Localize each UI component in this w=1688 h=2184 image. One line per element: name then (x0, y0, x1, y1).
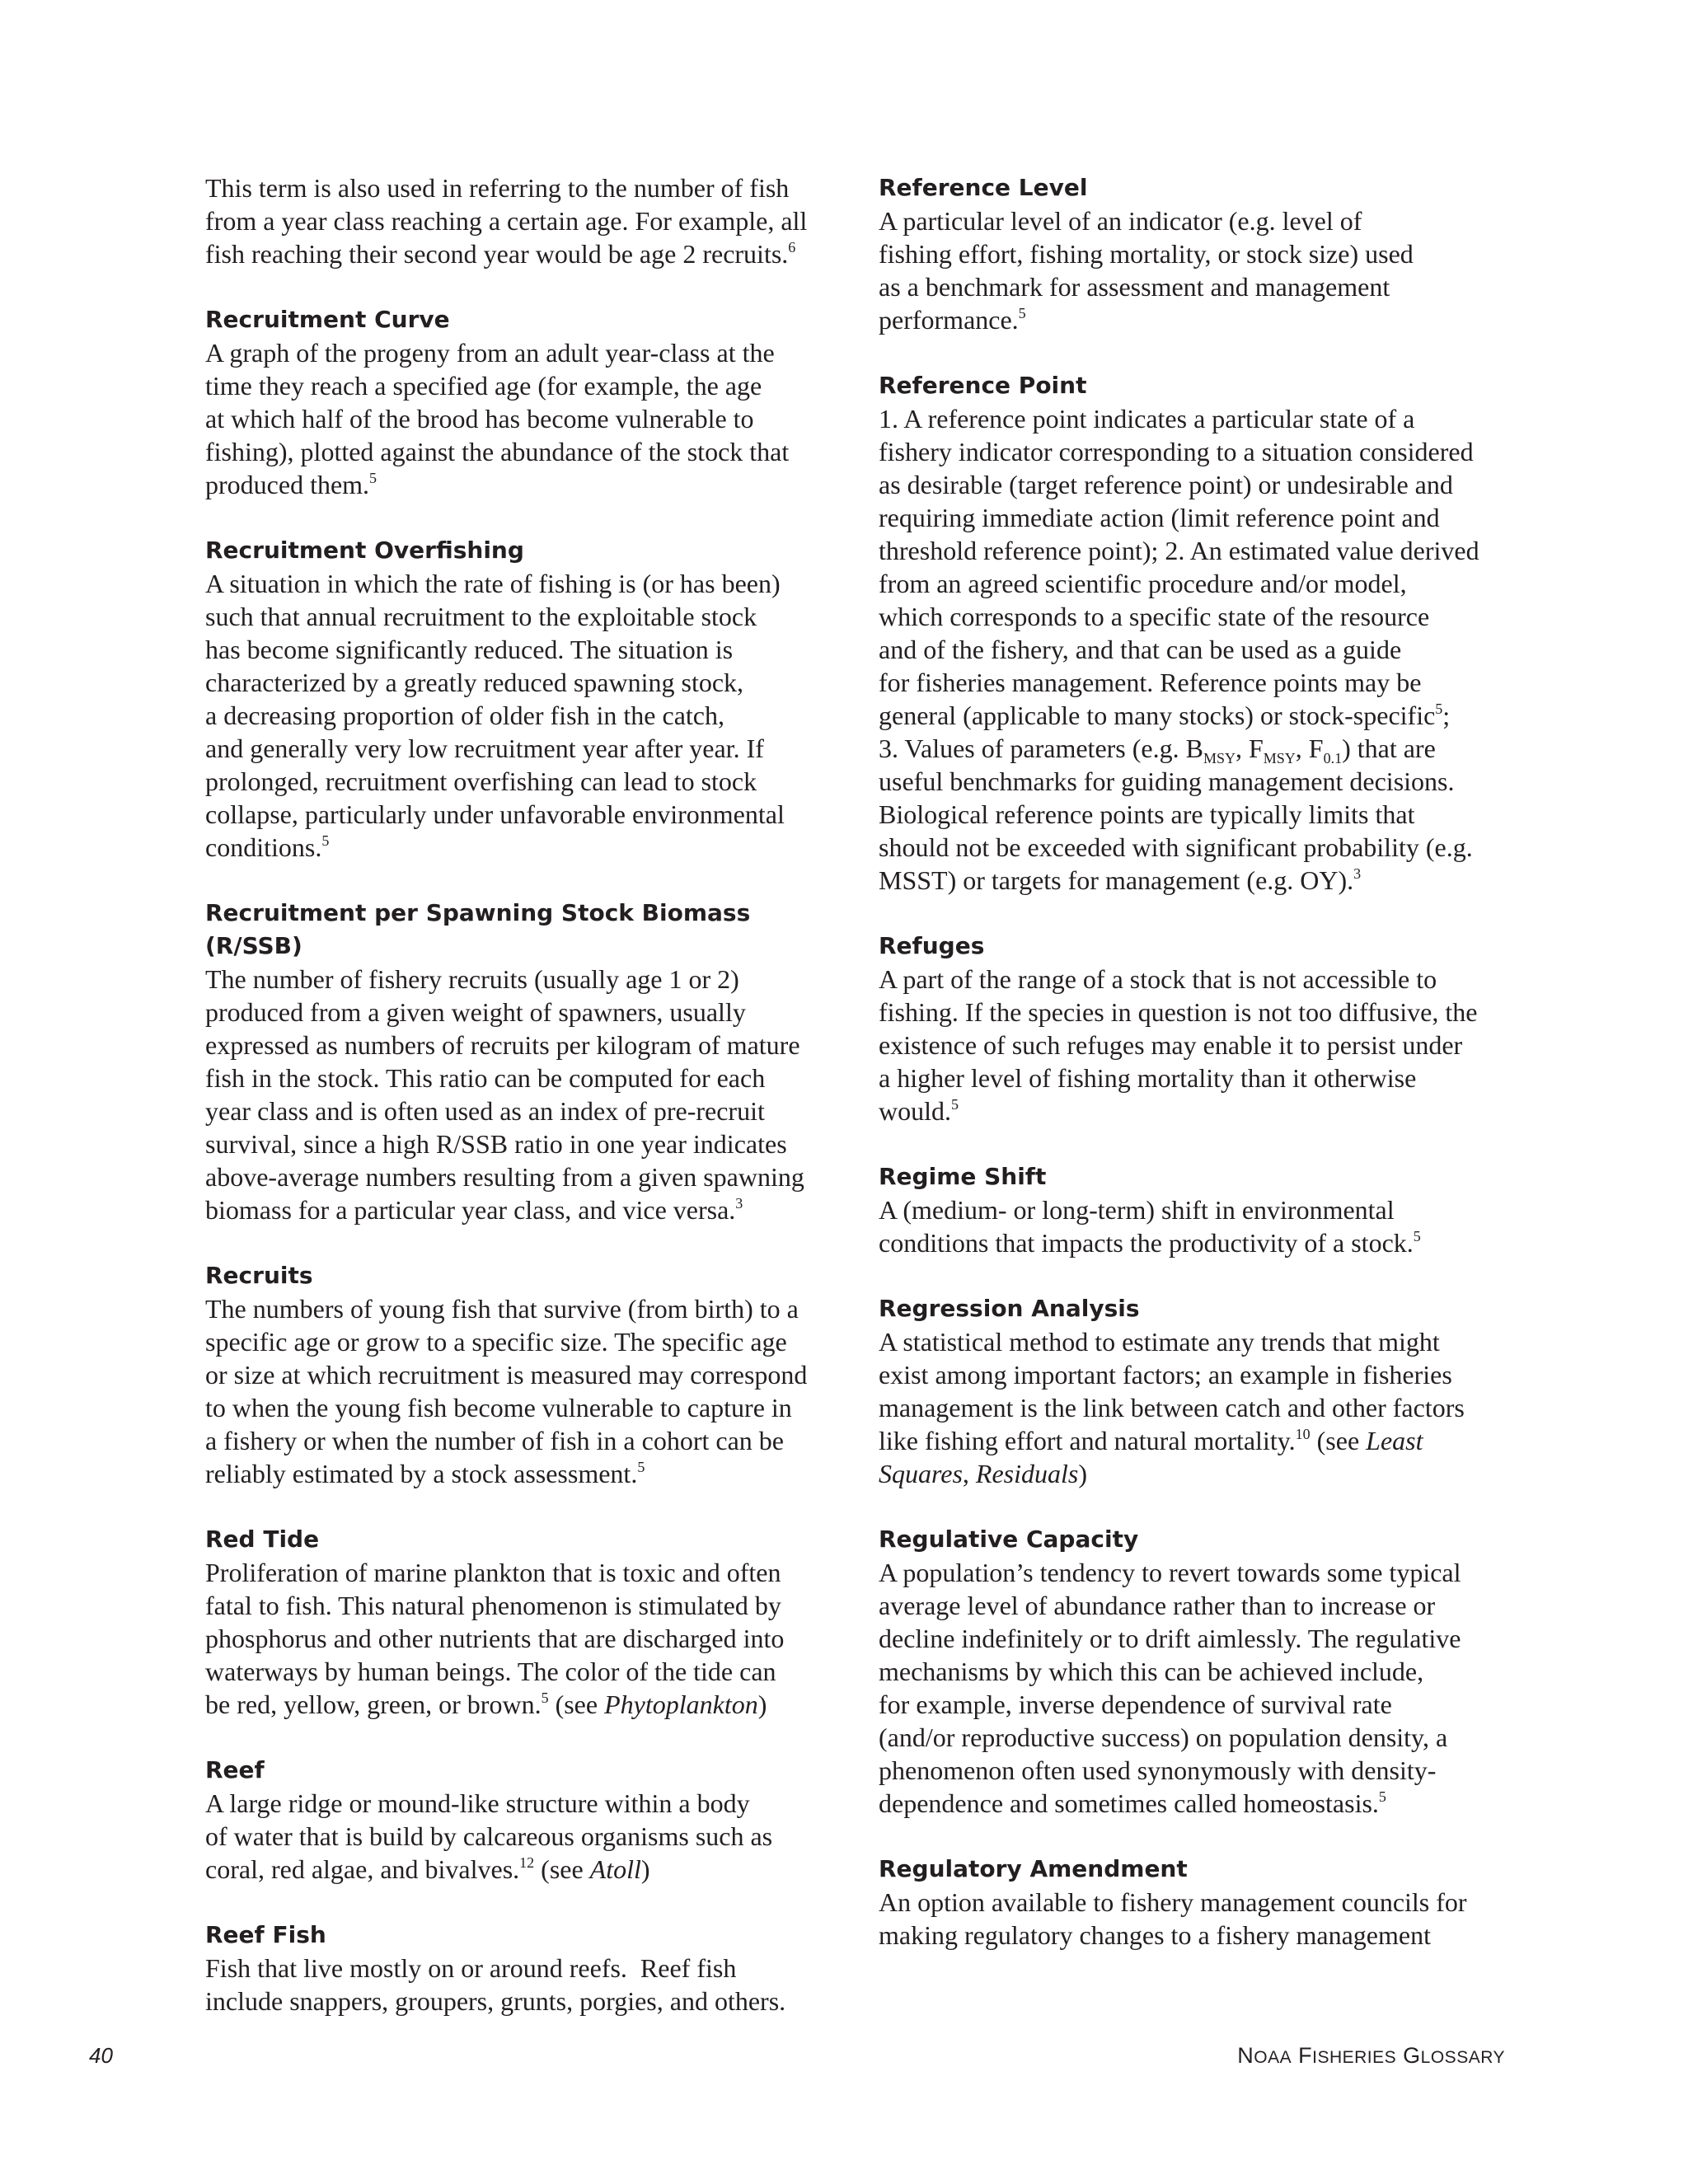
text-line: characterized by a greatly reduced spawning stock, (205, 668, 744, 697)
text-line (879, 1226, 1505, 1259)
entry-recruitment-per-ssb (205, 897, 832, 1226)
definition (879, 963, 1505, 1127)
definition (205, 1556, 832, 1721)
text-line: from an agreed scientific procedure and/or model, (879, 569, 1407, 598)
see-suffix: ) (757, 1690, 767, 1719)
entry-reference-level (879, 171, 1505, 336)
term-heading: Regime Shift (879, 1163, 1047, 1190)
text-line: expressed as numbers of recruits per kilogram of mature (205, 1030, 800, 1060)
footer-title-part: OAA (1254, 2048, 1292, 2067)
entry-reef (205, 1754, 832, 1886)
text-line: A (medium- or long-term) shift in environmental (879, 1195, 1395, 1225)
footnote-ref: 10 (1295, 1426, 1311, 1442)
text-line: useful benchmarks for guiding management decisions. (879, 766, 1455, 796)
text-line-text: conditions that impacts the productivity of a stock. (879, 1228, 1414, 1258)
text-line: fish in the stock. This ratio can be computed for each (205, 1063, 766, 1093)
text-line: as a benchmark for assessment and management (879, 272, 1390, 302)
definition (205, 963, 832, 1226)
text-line (879, 1094, 1505, 1127)
text-line-text: reliably estimated by a stock assessment. (205, 1459, 638, 1488)
text-line (205, 1457, 832, 1490)
term-heading: Recruitment Curve (205, 306, 450, 333)
see-also-term: Squares (879, 1459, 963, 1488)
text-line: of water that is build by calcareous organisms such as (205, 1821, 773, 1851)
text-line-text: like fishing effort and natural mortality. (879, 1426, 1296, 1455)
term-heading: Recruitment Overfishing (205, 537, 524, 564)
footnote-ref: 5 (951, 1096, 959, 1113)
footer-title-part: LOSSARY (1420, 2048, 1505, 2067)
subscript-01: 0.1 (1323, 750, 1343, 766)
entry-recruitment-curve (205, 303, 832, 501)
footnote-ref: 5 (1435, 701, 1443, 717)
text-line: A particular level of an indicator (e.g. level of (879, 206, 1362, 236)
definition (879, 1325, 1505, 1490)
text-line (205, 237, 832, 270)
text-line: management is the link between catch and other factors (879, 1393, 1465, 1422)
text-line-text: biomass for a particular year class, and vice versa. (205, 1195, 736, 1225)
footnote-ref: 6 (788, 239, 796, 255)
see-prefix: (see (1310, 1426, 1367, 1455)
definition (879, 1556, 1505, 1820)
text-line: waterways by human beings. The color of the tide can (205, 1657, 776, 1686)
footer-title-part: G (1396, 2043, 1421, 2068)
footnote-ref: 12 (519, 1854, 535, 1871)
text-line: Fish that live mostly on or around reefs. Reef fish (205, 1953, 737, 1983)
text-line: average level of abundance rather than to increase or (879, 1591, 1436, 1620)
footnote-ref: 5 (1413, 1228, 1421, 1244)
text-line-text: 3. Values of parameters (e.g. B (879, 733, 1203, 763)
footer-title-part: N (1237, 2043, 1254, 2068)
text-line (879, 303, 1505, 336)
text-line: A situation in which the rate of fishing is (or has been) (205, 569, 781, 598)
text-line: fatal to fish. This natural phenomenon is stimulated by (205, 1591, 781, 1620)
entry-recruits (205, 1259, 832, 1490)
text-line (205, 1853, 832, 1886)
text-line: 1. A reference point indicates a particular state of a (879, 404, 1415, 434)
text-line-text: would. (879, 1096, 951, 1126)
text-line: threshold reference point); 2. An estimated value derived (879, 536, 1479, 565)
see-prefix: (see (534, 1854, 590, 1884)
entry-recruit-continued (205, 171, 832, 270)
text-line: year class and is often used as an index of pre-recruit (205, 1096, 765, 1126)
punctuation: ; (1442, 701, 1451, 730)
text-line: and generally very low recruitment year after year. If (205, 733, 764, 763)
term-heading: Refuges (879, 932, 985, 959)
text-line: for fisheries management. Reference points may be (879, 668, 1422, 697)
text-line: time they reach a specified age (for example, the age (205, 371, 762, 401)
term-heading: Reef Fish (205, 1921, 326, 1948)
term-heading: Reef (205, 1756, 265, 1783)
text-line: making regulatory changes to a fishery management (879, 1920, 1431, 1950)
text-line (879, 1787, 1505, 1820)
page-number: 40 (89, 2043, 113, 2068)
text-line: existence of such refuges may enable it to persist under (879, 1030, 1463, 1060)
text-line: as desirable (target reference point) or undesirable and (879, 470, 1453, 499)
text-line-text: conditions. (205, 832, 322, 862)
entry-recruitment-overfishing (205, 534, 832, 864)
see-suffix: ) (640, 1854, 650, 1884)
footnote-ref: 5 (541, 1690, 549, 1706)
term-heading: Recruitment per Spawning Stock Biomass (R/SSB) (205, 899, 751, 959)
text-line: fishery indicator corresponding to a situation considered (879, 437, 1474, 466)
text-line: A part of the range of a stock that is not accessible to (879, 964, 1437, 994)
text-line: A large ridge or mound-like structure within a body (205, 1788, 750, 1818)
footer-title-part: F (1292, 2043, 1313, 2068)
definition (205, 1292, 832, 1490)
text-line: Biological reference points are typically limits that (879, 799, 1415, 829)
text-line: requiring immediate action (limit reference point and (879, 503, 1440, 532)
text-line: phenomenon often used synonymously with density- (879, 1755, 1437, 1785)
text-line: fishing), plotted against the abundance of the stock that (205, 437, 790, 466)
text-line: A population’s tendency to revert towards some typical (879, 1558, 1461, 1587)
text-line: and of the fishery, and that can be used as a guide (879, 635, 1402, 664)
text-line-text: fish reaching their second year would be age 2 recruits. (205, 239, 789, 269)
entry-regulatory-amendment (879, 1853, 1505, 1952)
text-line-text: MSST) or targets for management (e.g. OY). (879, 865, 1354, 895)
text-line: An option available to fishery management councils for (879, 1887, 1467, 1917)
definition (879, 204, 1505, 336)
see-also-term: Least (1366, 1426, 1423, 1455)
text-line: A graph of the progeny from an adult year-class at the (205, 338, 775, 368)
footnote-ref: 3 (1353, 865, 1362, 882)
see-prefix: (see (548, 1690, 605, 1719)
term-heading: Reference Point (879, 372, 1087, 399)
text-line (205, 831, 832, 864)
term-heading: Regulatory Amendment (879, 1855, 1188, 1882)
definition (879, 1886, 1505, 1952)
definition (205, 336, 832, 501)
see-suffix: ) (1078, 1459, 1088, 1488)
text-line (205, 1688, 832, 1721)
entry-regime-shift (879, 1160, 1505, 1259)
term-heading: Recruits (205, 1262, 313, 1289)
text-line: A statistical method to estimate any trends that might (879, 1327, 1440, 1357)
footer-title-part: ISHERIES (1312, 2048, 1397, 2067)
text-line: from a year class reaching a certain age. For example, all (205, 206, 808, 236)
definition (879, 1193, 1505, 1259)
text-line: fishing effort, fishing mortality, or stock size) used (879, 239, 1414, 269)
text-line: decline indefinitely or to drift aimlessly. The regulative (879, 1624, 1461, 1653)
footnote-ref: 5 (637, 1459, 645, 1475)
see-also-term: Atoll (589, 1854, 641, 1884)
text-line: The number of fishery recruits (usually age 1 or 2) (205, 964, 739, 994)
text-line: include snappers, groupers, grunts, porgies, and others. (205, 1986, 786, 2016)
footnote-ref: 3 (735, 1195, 743, 1212)
text-line (879, 1424, 1505, 1457)
text-line: a higher level of fishing mortality than it otherwise (879, 1063, 1417, 1093)
definition (205, 1952, 832, 2018)
footnote-ref: 5 (369, 470, 377, 486)
text-line (205, 468, 832, 501)
term-heading: Reference Level (879, 174, 1088, 201)
text-line: produced from a given weight of spawners, usually (205, 997, 746, 1027)
separator: , (962, 1459, 976, 1488)
entry-reference-point (879, 369, 1505, 897)
text-line: such that annual recruitment to the exploitable stock (205, 602, 757, 631)
entry-red-tide (205, 1523, 832, 1721)
text-line: (and/or reproductive success) on population density, a (879, 1722, 1448, 1752)
text-line: or size at which recruitment is measured may correspond (205, 1360, 808, 1390)
footnote-ref: 5 (321, 832, 330, 849)
subscript-msy: MSY (1203, 750, 1236, 766)
text-line: Proliferation of marine plankton that is toxic and often (205, 1558, 781, 1587)
entry-refuges (879, 930, 1505, 1127)
text-line: This term is also used in referring to the number of fish (205, 173, 790, 203)
text-line-text: ) that are (1342, 733, 1436, 763)
running-footer-title (1237, 2041, 1505, 2073)
term-heading: Regression Analysis (879, 1295, 1140, 1322)
text-line: prolonged, recruitment overfishing can lead to stock (205, 766, 757, 796)
text-line: a decreasing proportion of older fish in the catch, (205, 701, 724, 730)
text-line: The numbers of young fish that survive (from birth) to a (205, 1294, 799, 1324)
text-line: mechanisms by which this can be achieved include, (879, 1657, 1424, 1686)
footnote-ref: 5 (1378, 1788, 1386, 1805)
text-line: exist among important factors; an example in fisheries (879, 1360, 1452, 1390)
see-also-term: Residuals (975, 1459, 1079, 1488)
text-line: has become significantly reduced. The situation is (205, 635, 734, 664)
definition (205, 1787, 832, 1886)
term-heading: Regulative Capacity (879, 1526, 1139, 1553)
definition (205, 171, 832, 270)
text-line (879, 732, 1505, 765)
footnote-ref: 5 (1018, 305, 1026, 321)
right-column (879, 171, 1505, 1985)
text-line: to when the young fish become vulnerable to capture in (205, 1393, 792, 1422)
text-line: survival, since a high R/SSB ratio in one year indicates (205, 1129, 787, 1159)
left-column (205, 171, 832, 2050)
text-line-text: general (applicable to many stocks) or stock-specific (879, 701, 1436, 730)
text-line: above-average numbers resulting from a given spawning (205, 1162, 804, 1192)
text-line: at which half of the brood has become vulnerable to (205, 404, 754, 434)
text-line-text: , F (1235, 733, 1264, 763)
term-heading: Red Tide (205, 1526, 320, 1553)
text-line: should not be exceeded with significant probability (e.g. (879, 832, 1473, 862)
text-line: a fishery or when the number of fish in a cohort can be (205, 1426, 784, 1455)
text-line-text: produced them. (205, 470, 370, 499)
text-line: which corresponds to a specific state of the resource (879, 602, 1430, 631)
text-line-text: performance. (879, 305, 1019, 335)
text-line-text: , F (1295, 733, 1324, 763)
text-line: specific age or grow to a specific size. The specific age (205, 1327, 787, 1357)
text-line (879, 1457, 1505, 1490)
text-line (879, 864, 1505, 897)
text-line: phosphorus and other nutrients that are discharged into (205, 1624, 785, 1653)
text-line (879, 699, 1505, 732)
text-line-text: coral, red algae, and bivalves. (205, 1854, 520, 1884)
see-also-term: Phytoplankton (604, 1690, 758, 1719)
entry-regulative-capacity (879, 1523, 1505, 1820)
text-line (205, 1193, 832, 1226)
text-line-text: dependence and sometimes called homeostasis. (879, 1788, 1379, 1818)
definition (205, 567, 832, 864)
entry-regression-analysis (879, 1292, 1505, 1490)
text-line: fishing. If the species in question is not too diffusive, the (879, 997, 1478, 1027)
text-line-text: be red, yellow, green, or brown. (205, 1690, 542, 1719)
entry-reef-fish (205, 1919, 832, 2018)
text-line: collapse, particularly under unfavorable environmental (205, 799, 785, 829)
subscript-msy: MSY (1263, 750, 1296, 766)
definition (879, 402, 1505, 897)
text-line: for example, inverse dependence of survival rate (879, 1690, 1392, 1719)
